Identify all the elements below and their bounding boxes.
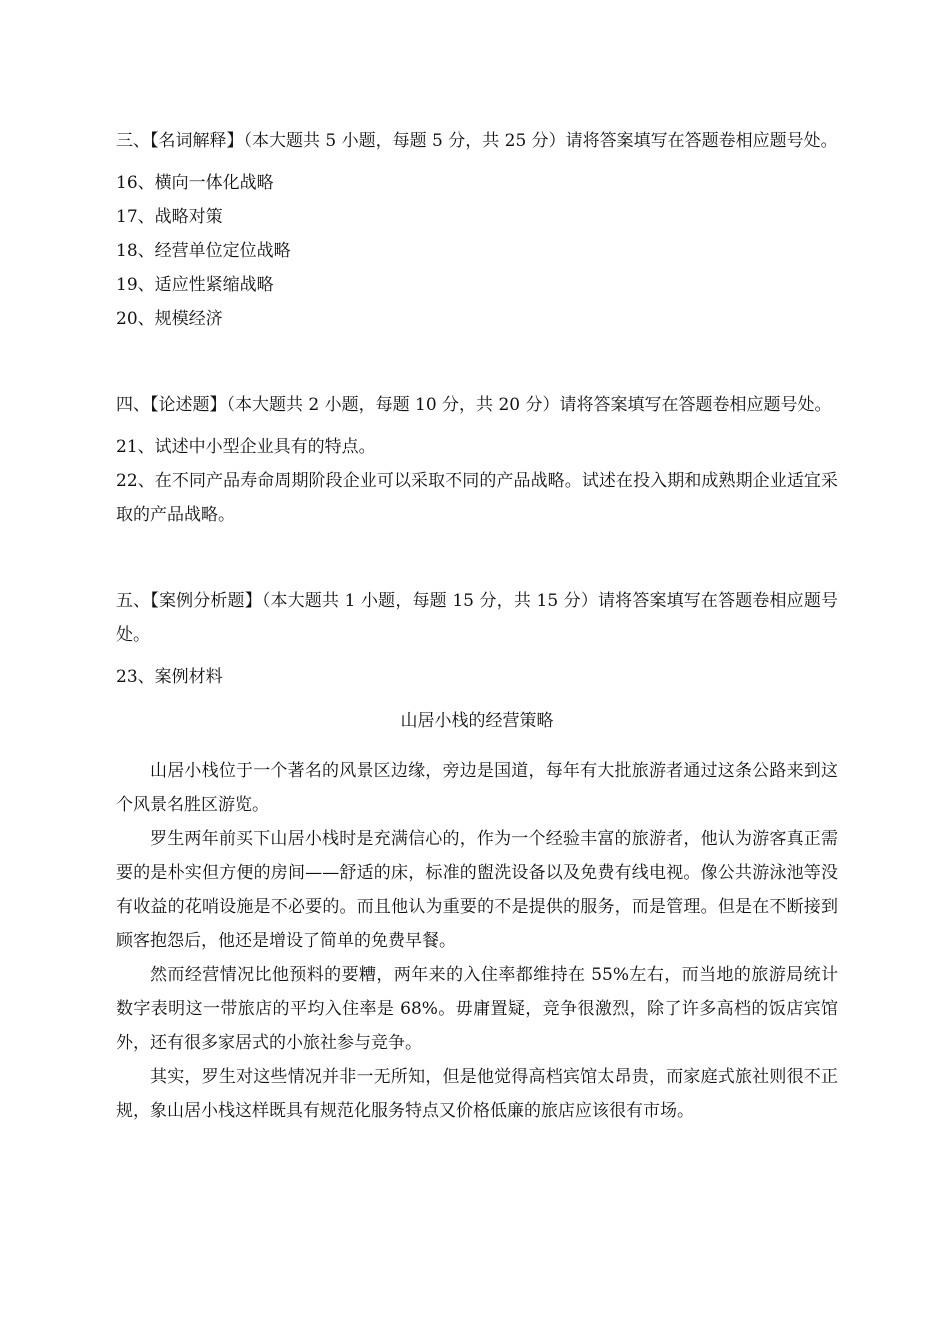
case-paragraph-1: 山居小栈位于一个著名的风景区边缘，旁边是国道，每年有大批旅游者通过这条公路来到这个风景名胜区游览。: [116, 761, 838, 815]
case-paragraph-2: 罗生两年前买下山居小栈时是充满信心的，作为一个经验丰富的旅游者，他认为游客真正需要的是朴实但方便的房间——舒适的床，标准的盥洗设备以及免费有线电视。像公共游泳池等没有收益的花哨设施是不必要的。而且他认为重要的不是提供的服务，而是管理。但是在不断接到顾客抱怨后，他还是增设了简单的免费早餐。: [116, 829, 838, 951]
question-21: 21、试述中小型企业具有的特点。: [116, 437, 376, 457]
section-5-heading: 五、【案例分析题】（本大题共 1 小题，每题 15 分，共 15 分）请将答案填写在答题卷相应题号处。: [116, 591, 838, 645]
section-4-list: [116, 430, 838, 532]
question-22: 22、在不同产品寿命周期阶段企业可以采取不同的产品战略。试述在投入期和成熟期企业适宜采取的产品战略。: [116, 471, 838, 525]
case-body: [116, 754, 838, 1128]
section-4-heading: 四、【论述题】（本大题共 2 小题，每题 10 分，共 20 分）请将答案填写在答题卷相应题号处。: [116, 395, 832, 415]
question-17: 17、战略对策: [116, 207, 223, 227]
section-3-list: [116, 166, 838, 336]
question-19: 19、适应性紧缩战略: [116, 275, 274, 295]
question-18: 18、经营单位定位战略: [116, 241, 291, 261]
case-paragraph-4: 其实，罗生对这些情况并非一无所知，但是他觉得高档宾馆太昂贵，而家庭式旅社则很不正规，象山居小栈这样既具有规范化服务特点又价格低廉的旅店应该很有市场。: [116, 1067, 838, 1121]
exam-page: [116, 124, 838, 1128]
question-20: 20、规模经济: [116, 309, 223, 329]
section-3-heading: 三、【名词解释】（本大题共 5 小题，每题 5 分，共 25 分）请将答案填写在答题卷相应题号处。: [116, 131, 838, 151]
section-spacer: [116, 532, 838, 584]
case-paragraph-3: 然而经营情况比他预料的要糟，两年来的入住率都维持在 55%左右，而当地的旅游局统计数字表明这一带旅店的平均入住率是 68%。毋庸置疑，竞争很激烈，除了许多高档的饭店宾馆外，还有很多家居式的小旅社参与竞争。: [116, 965, 838, 1053]
case-title: 山居小栈的经营策略: [400, 711, 554, 731]
question-16: 16、横向一体化战略: [116, 173, 274, 193]
section-spacer: [116, 336, 838, 388]
question-23: 23、案例材料: [116, 667, 223, 687]
